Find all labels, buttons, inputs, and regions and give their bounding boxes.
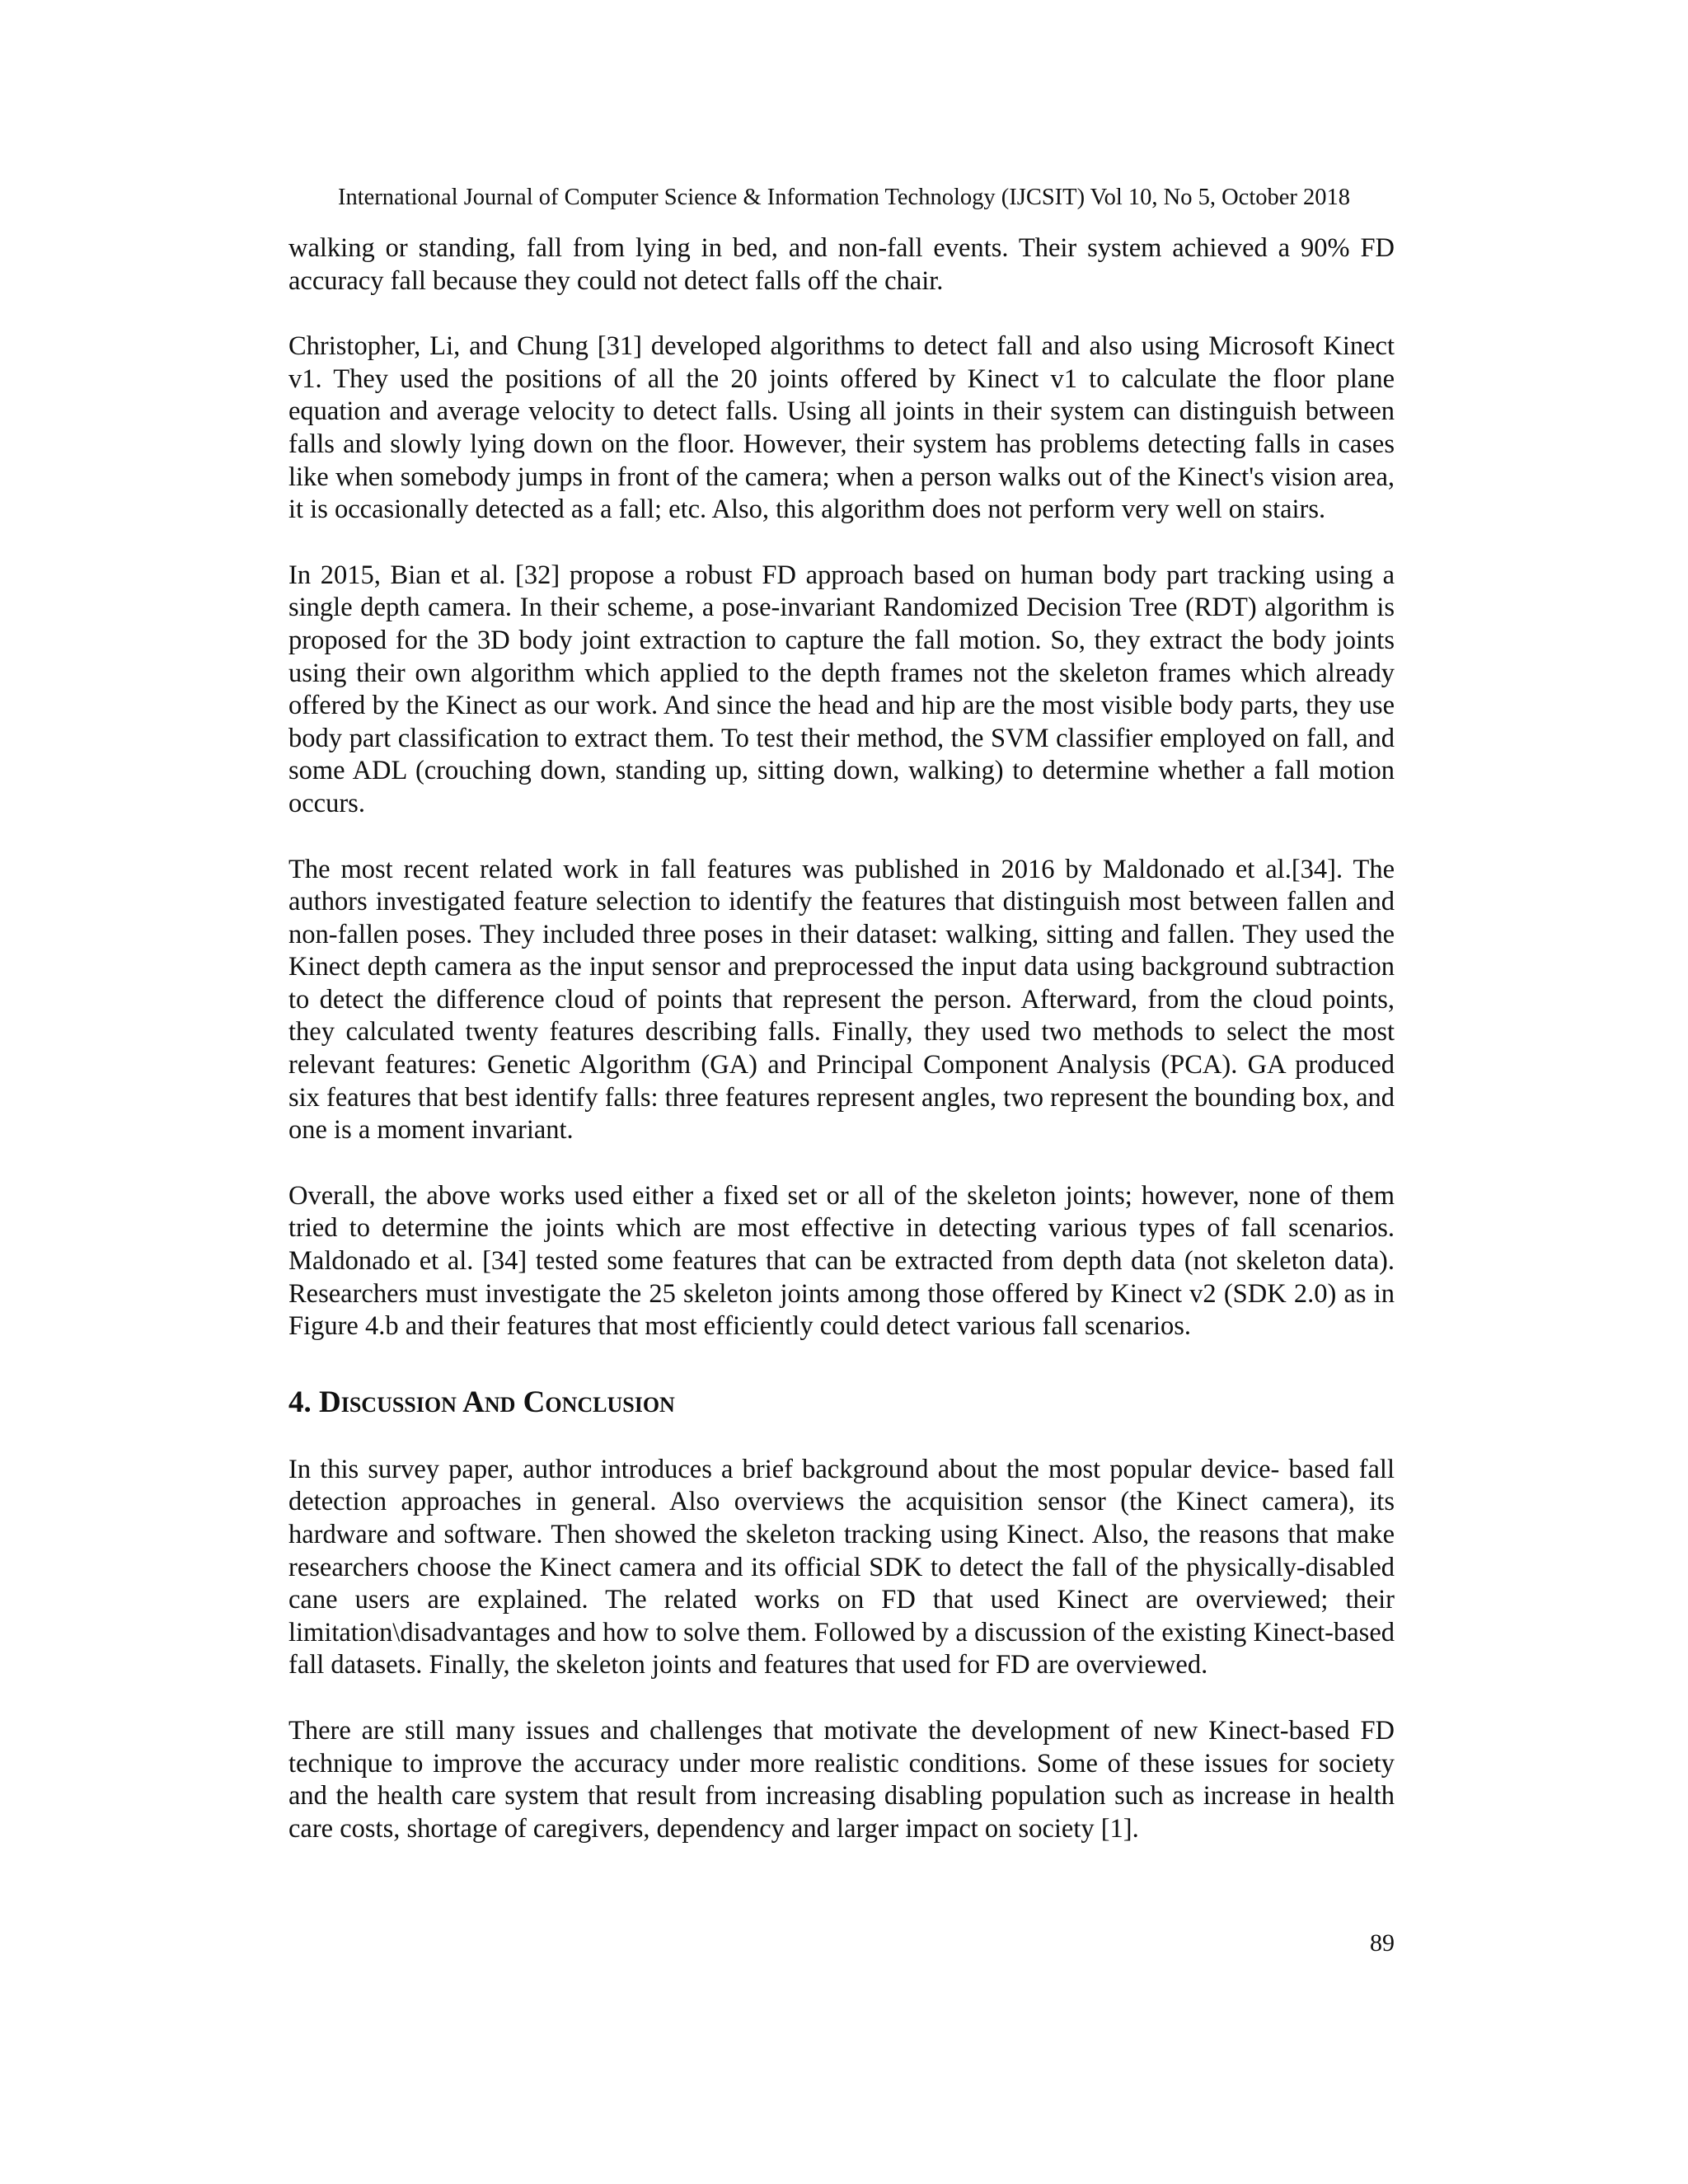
paragraph: Christopher, Li, and Chung [31] developed algorithms to detect fall and also using Microsoft Kinect v1. They used the positions of all the 20 joints offered by Kinect v1 to calculate the floor plane equation and average velocity to detect falls. Using all joints in their system can distinguish between falls and slowly lying down on the floor. However, their system has problems detecting falls in cases like when somebody jumps in front of the camera; when a person walks out of the Kinect's vision area, it is occasionally detected as a fall; etc. Also, this algorithm does not perform very well on stairs. xyxy=(288,331,1395,525)
paragraph: The most recent related work in fall features was published in 2016 by Maldonado et al.[34]. The authors investigated feature selection to identify the features that distinguish most between fallen and non-fallen poses. They included three poses in their dataset: walking, sitting and fallen. They used the Kinect depth camera as the input sensor and preprocessed the input data using background subtraction to detect the difference cloud of points that represent the person. Afterward, from the cloud points, they calculated twenty features describing falls. Finally, they used two methods to select the most relevant features: Genetic Algorithm (GA) and Principal Component Analysis (PCA). GA produced six features that best identify falls: three features represent angles, two represent the bounding box, and one is a moment invariant. xyxy=(288,854,1395,1146)
paragraph: Overall, the above works used either a fixed set or all of the skeleton joints; however, none of them tried to determine the joints which are most effective in detecting various types of fall scenarios. Maldonado et al. [34] tested some features that can be extracted from depth data (not skeleton data). Researchers must investigate the 25 skeleton joints among those offered by Kinect v2 (SDK 2.0) as in Figure 4.b and their features that most efficiently could detect various fall scenarios. xyxy=(288,1180,1395,1342)
paragraph: There are still many issues and challenges that motivate the development of new Kinect-based FD technique to improve the accuracy under more realistic conditions. Some of these issues for society and the health care system that result from increasing disabling population such as increase in health care costs, shortage of caregivers, dependency and larger impact on society [1]. xyxy=(288,1715,1395,1844)
paragraph: In 2015, Bian et al. [32] propose a robust FD approach based on human body part tracking using a single depth camera. In their scheme, a pose-invariant Randomized Decision Tree (RDT) algorithm is proposed for the 3D body joint extraction to capture the fall motion. So, they extract the body joints using their own algorithm which applied to the depth frames not the skeleton frames which already offered by the Kinect as our work. And since the head and hip are the most visible body parts, they use body part classification to extract them. To test their method, the SVM classifier employed on fall, and some ADL (crouching down, standing up, sitting down, walking) to determine whether a fall motion occurs. xyxy=(288,560,1395,818)
body-text xyxy=(288,232,1395,1878)
paragraph: In this survey paper, author introduces a brief background about the most popular device- based fall detection approaches in general. Also overviews the acquisition sensor (the Kinect camera), its hardware and software. Then showed the skeleton tracking using Kinect. Also, the reasons that make researchers choose the Kinect camera and its official SDK to detect the fall of the physically-disabled cane users are explained. The related works on FD that used Kinect are overviewed; their limitation\disadvantages and how to solve them. Followed by a discussion of the existing Kinect-based fall datasets. Finally, the skeleton joints and features that used for FD are overviewed. xyxy=(288,1454,1395,1680)
section-heading xyxy=(288,1385,1395,1421)
paragraph: walking or standing, fall from lying in bed, and non-fall events. Their system achieved a 90% FD accuracy fall because they could not detect falls off the chair. xyxy=(288,233,1395,296)
section-title: Discussion And Conclusion xyxy=(319,1385,675,1419)
journal-header: International Journal of Computer Science & Information Technology (IJCSIT) Vol 10, No 5, October 2018 xyxy=(337,185,1351,210)
page-number: 89 xyxy=(1370,1929,1395,1957)
section-number: 4. xyxy=(288,1385,312,1419)
